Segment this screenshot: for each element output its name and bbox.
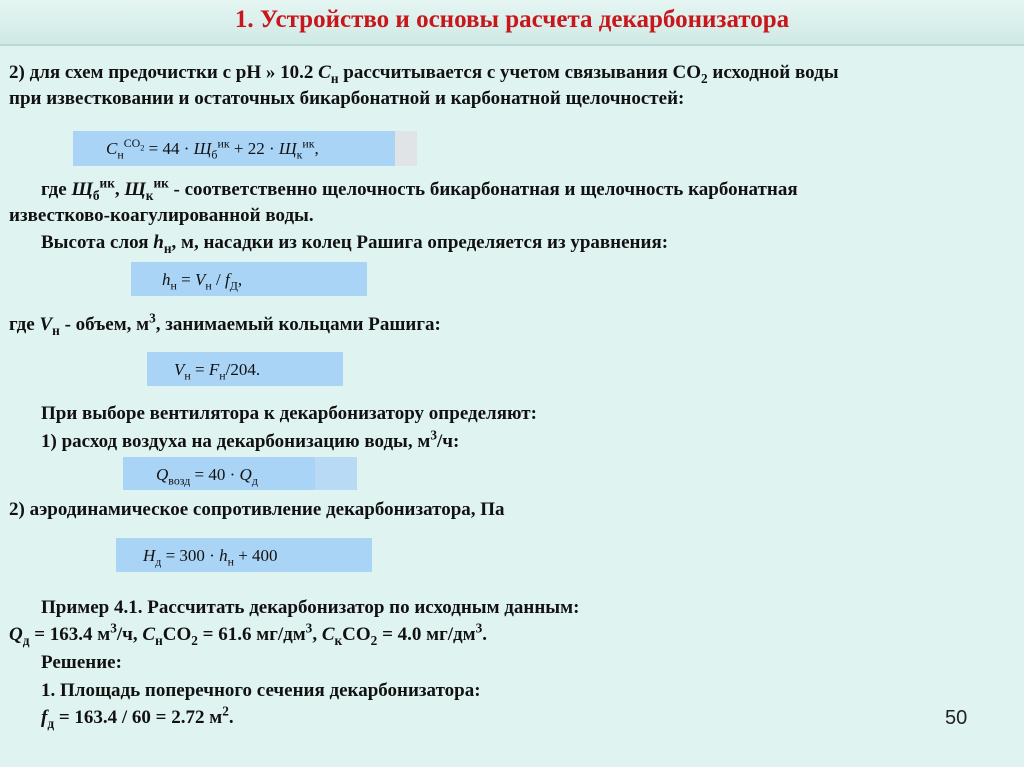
subscript: д	[22, 632, 30, 648]
subscript: н	[205, 278, 212, 293]
text-segment: , занимаемый кольцами Рашига:	[155, 314, 441, 335]
subscript: д	[155, 554, 162, 569]
subscript: н	[117, 147, 124, 162]
subscript: 2	[370, 632, 378, 648]
subscript: б	[92, 187, 100, 203]
superscript: 3	[305, 620, 313, 636]
subscript: н	[330, 70, 339, 86]
formula-shade	[315, 457, 357, 490]
subscript: 2	[700, 70, 708, 86]
text-segment: = 4.0 мг/дм	[377, 624, 476, 645]
text-segment: , м, насадки из колец Рашига определяется из уравнения:	[171, 232, 669, 253]
formula-operator: ,	[314, 139, 319, 158]
text-segment: = 163.4 м	[29, 624, 111, 645]
formula-symbol: V	[174, 360, 185, 379]
formula-symbol: Щ	[278, 139, 297, 158]
text-segment: V	[39, 314, 53, 335]
formula-operator: ,	[237, 270, 243, 289]
text-line-14	[41, 703, 234, 731]
text-segment: Щ	[124, 179, 146, 200]
superscript: 3	[110, 620, 117, 636]
formula-operator: =	[190, 360, 209, 379]
formula-symbol: С	[106, 139, 118, 158]
subscript: д	[251, 473, 258, 488]
text-segment: /ч:	[437, 431, 460, 452]
formula-operator: + 400	[233, 546, 278, 565]
text-segment: 1) расход воздуха на декарбонизацию воды, м	[41, 431, 431, 452]
text-line-13: 1. Площадь поперечного сечения декарбонизатора:	[41, 680, 481, 701]
text-segment: где	[41, 179, 72, 200]
text-segment: СО	[342, 624, 371, 645]
formula-operator: /	[211, 270, 225, 289]
subscript: н	[155, 632, 163, 648]
text-segment: где	[9, 314, 40, 335]
subscript: н	[163, 240, 172, 256]
formula-volume-box	[147, 352, 343, 386]
text-segment: = 163.4 / 60 = 2.72 м	[54, 707, 223, 728]
text-segment: h	[153, 232, 164, 253]
formula-resistance-box	[116, 538, 372, 572]
formula-alkalinity-box	[73, 131, 417, 166]
formula-operator: = 300 ·	[161, 546, 220, 565]
text-segment: С	[142, 624, 156, 645]
superscript: ик	[153, 175, 169, 191]
text-segment: = 61.6 мг/дм	[197, 624, 306, 645]
subscript: возд	[168, 473, 191, 488]
formula-operator: =	[176, 270, 195, 289]
superscript-text: СО	[123, 136, 141, 151]
formula-symbol: f	[224, 270, 230, 289]
subscript: н	[219, 368, 226, 383]
slide-title: 1. Устройство и основы расчета декарбонизатора	[234, 6, 790, 33]
text-line-9: 2) аэродинамическое сопротивление декарбонизатора, Па	[9, 499, 505, 520]
text-line-2: при известковании и остаточных бикарбонатной и карбонатной щелочностей:	[9, 88, 685, 109]
subscript: к	[334, 632, 343, 648]
text-line-12: Решение:	[41, 652, 122, 673]
formula-alkalinity	[106, 136, 319, 162]
formula-symbol: h	[162, 270, 171, 289]
text-segment: рассчитывается с учетом связывания СО	[338, 62, 701, 83]
formula-airflow	[156, 465, 258, 488]
text-segment: .	[482, 624, 487, 645]
subscript: н	[170, 278, 177, 293]
formula-operator: = 44 ·	[144, 139, 194, 158]
text-line-6	[9, 310, 441, 338]
text-segment: /ч,	[116, 624, 143, 645]
superscript: 3	[475, 620, 483, 636]
superscript: ик	[99, 175, 115, 191]
formula-operator: = 40 ·	[190, 465, 240, 484]
formula-height-box	[131, 262, 367, 296]
subscript: д	[47, 715, 55, 731]
text-segment: ,	[114, 179, 125, 200]
text-line-8	[41, 427, 460, 453]
formula-shade	[395, 131, 417, 166]
formula-symbol: h	[219, 546, 228, 565]
superscript: 2	[222, 703, 229, 719]
title-bar	[0, 0, 1024, 46]
text-segment: исходной воды	[707, 62, 839, 83]
text-segment: СО	[162, 624, 192, 645]
formula-symbol: Q	[156, 465, 169, 484]
formula-symbol: Q	[239, 465, 252, 484]
subscript: к	[145, 187, 154, 203]
formula-airflow-box	[123, 457, 357, 490]
superscript: 3	[430, 427, 437, 443]
text-segment: - объем, м	[59, 314, 150, 335]
formula-operator: + 22 ·	[229, 139, 279, 158]
text-segment: - соответственно щелочность бикарбонатная и щелочность карбонатная	[168, 179, 798, 200]
text-line-10: Пример 4.1. Рассчитать декарбонизатор по исходным данным:	[41, 597, 580, 618]
text-line-4: известково-коагулированной воды.	[9, 205, 314, 226]
superscript: ик	[217, 136, 230, 151]
subscript: н	[227, 554, 234, 569]
text-line-5	[41, 232, 668, 254]
text-segment: Щ	[71, 179, 93, 200]
subscript: 2	[191, 632, 198, 648]
text-segment: Q	[9, 624, 23, 645]
formula-symbol: Щ	[193, 139, 212, 158]
page-number: 50	[945, 707, 968, 729]
text-segment: 2) для схем предочистки с рН » 10.2	[9, 62, 319, 83]
formula-symbol: F	[208, 360, 220, 379]
formula-operator: /204.	[225, 360, 261, 379]
superscript: ик	[302, 136, 315, 151]
formula-resistance	[143, 546, 278, 569]
text-segment: С	[318, 62, 331, 83]
text-line-7: При выборе вентилятора к декарбонизатору определяют:	[41, 403, 537, 424]
subscript: н	[52, 322, 60, 338]
text-segment: С	[321, 624, 335, 645]
formula-symbol: H	[143, 546, 156, 565]
subscript: к	[296, 147, 303, 162]
text-segment: .	[228, 707, 234, 728]
text-line-3	[41, 175, 798, 203]
subscript: Д	[229, 278, 238, 293]
formula-symbol: V	[194, 270, 206, 289]
subscript: б	[211, 147, 218, 162]
text-segment: ,	[312, 624, 322, 645]
subscript: 2	[140, 143, 145, 153]
text-segment: Высота слоя	[41, 232, 154, 253]
text-line-1	[9, 62, 839, 84]
subscript: н	[184, 368, 191, 383]
formula-height	[162, 270, 243, 293]
superscript: 3	[149, 310, 156, 326]
text-line-11	[9, 620, 487, 648]
formula-volume	[174, 360, 261, 383]
text-segment: f	[41, 707, 48, 728]
superscript	[123, 136, 145, 153]
